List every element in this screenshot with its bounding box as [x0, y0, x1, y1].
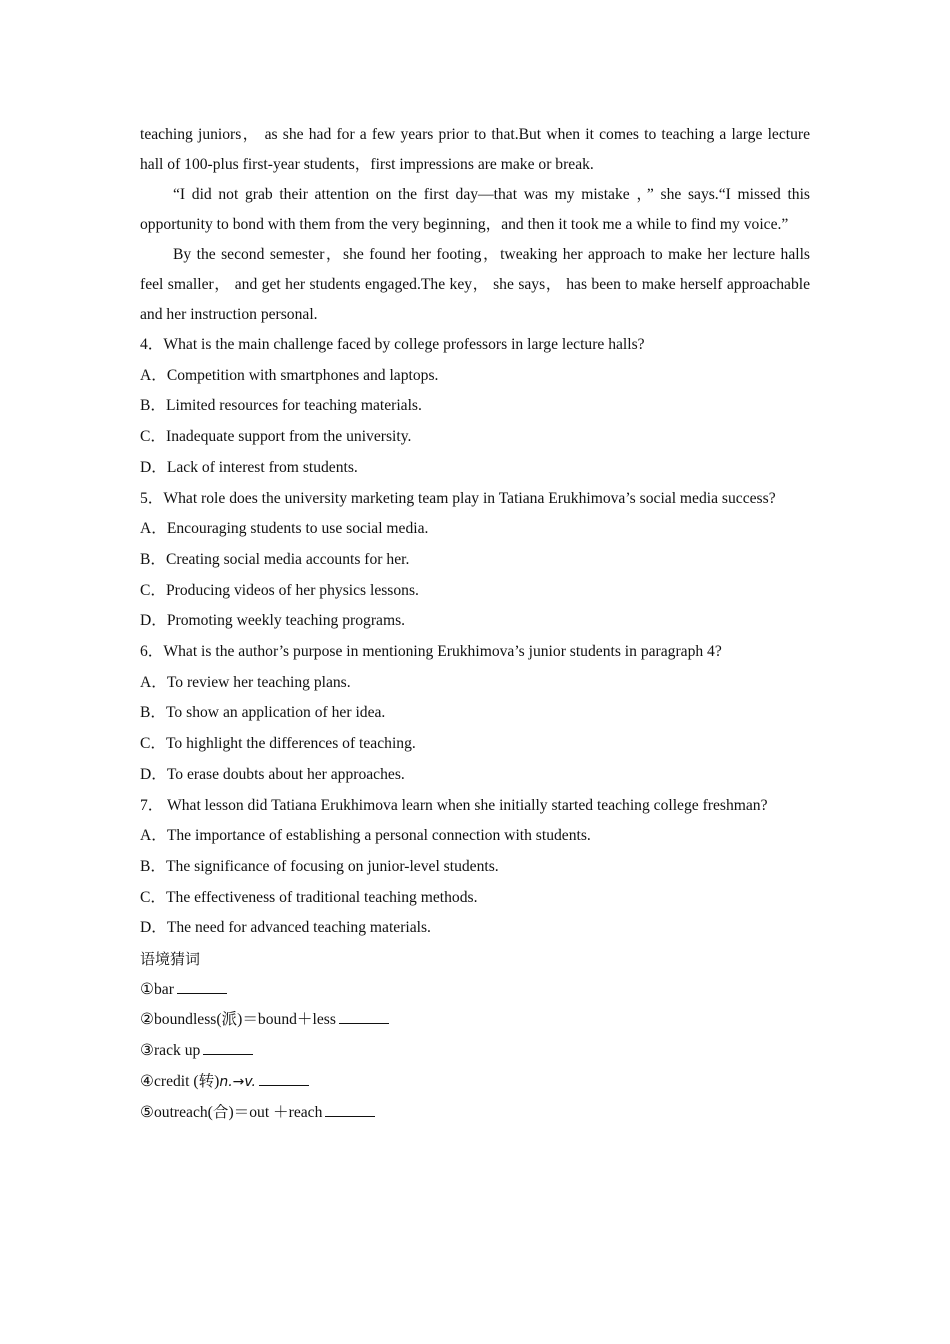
vocab-heading: 语境猜词 — [140, 950, 201, 969]
option-d: D．The need for advanced teaching materials. — [140, 919, 431, 937]
vocab-item-4 — [140, 1067, 810, 1098]
option-c: C．The effectiveness of traditional teaching methods. — [140, 888, 478, 906]
question-6 — [140, 637, 810, 791]
vocab-item-1 — [140, 975, 810, 1006]
answer-blank[interactable] — [259, 1071, 309, 1086]
document-page — [140, 120, 810, 1128]
vocab-item-text: ④credit (转) — [140, 1072, 220, 1090]
option-c: C．To highlight the differences of teaching. — [140, 735, 416, 753]
option-c: C．Inadequate support from the university. — [140, 428, 412, 446]
option-a: A．Competition with smartphones and laptops. — [140, 366, 439, 384]
question-stem: 4．What is the main challenge faced by college professors in large lecture halls? — [140, 336, 645, 353]
option-a: A．Encouraging students to use social media. — [140, 520, 429, 538]
vocab-item-suffix: n.→v. — [219, 1073, 257, 1090]
vocab-item-2 — [140, 1005, 810, 1036]
question-stem: 7． What lesson did Tatiana Erukhimova learn when she initially started teaching college freshman? — [140, 796, 768, 814]
answer-blank[interactable] — [203, 1040, 253, 1055]
option-b: B．The significance of focusing on junior-level students. — [140, 857, 499, 875]
vocab-item-3 — [140, 1036, 810, 1067]
vocab-item-5 — [140, 1098, 810, 1129]
answer-blank[interactable] — [339, 1009, 389, 1024]
question-4 — [140, 330, 810, 484]
answer-blank[interactable] — [325, 1102, 375, 1117]
question-7 — [140, 791, 810, 945]
paragraph-1: teaching juniors， as she had for a few years prior to that.But when it comes to teaching a large lecture hall of 100-plus first-year students，first impressions are make or break. — [140, 126, 810, 173]
option-d: D．Promoting weekly teaching programs. — [140, 612, 406, 630]
vocab-section — [140, 944, 810, 1128]
question-5 — [140, 484, 810, 638]
paragraph-2: “I did not grab their attention on the first day—that was my mistake ，” she says.“I missed this opportunity to bond with them from the very beginning，and then it took me a while to find my voice.” — [140, 186, 810, 233]
option-d: D．Lack of interest from students. — [140, 458, 358, 476]
option-a: A．To review her teaching plans. — [140, 673, 351, 691]
paragraph-3: By the second semester，she found her footing，tweaking her approach to make her lecture halls feel smaller， and get her students engaged.The key， she says， has been to make herself approachable and her instruction personal. — [140, 246, 810, 323]
question-stem: 5．What role does the university marketing team play in Tatiana Erukhimova’s social media success? — [140, 489, 776, 507]
question-stem: 6．What is the author’s purpose in mentioning Erukhimova’s junior students in paragraph 4? — [140, 643, 722, 661]
vocab-item-text: ⑤outreach(合)＝out ＋reach — [140, 1103, 323, 1121]
option-b: B．Creating social media accounts for her. — [140, 550, 410, 568]
option-b: B．Limited resources for teaching materials. — [140, 397, 422, 415]
option-c: C．Producing videos of her physics lessons. — [140, 581, 419, 599]
answer-blank[interactable] — [177, 979, 227, 994]
vocab-item-text: ②boundless(派)＝bound＋less — [140, 1011, 336, 1029]
vocab-item-text: ①bar — [140, 980, 174, 998]
option-d: D．To erase doubts about her approaches. — [140, 765, 405, 783]
option-b: B．To show an application of her idea. — [140, 704, 386, 722]
vocab-item-text: ③rack up — [140, 1042, 201, 1060]
option-a: A．The importance of establishing a personal connection with students. — [140, 827, 591, 845]
